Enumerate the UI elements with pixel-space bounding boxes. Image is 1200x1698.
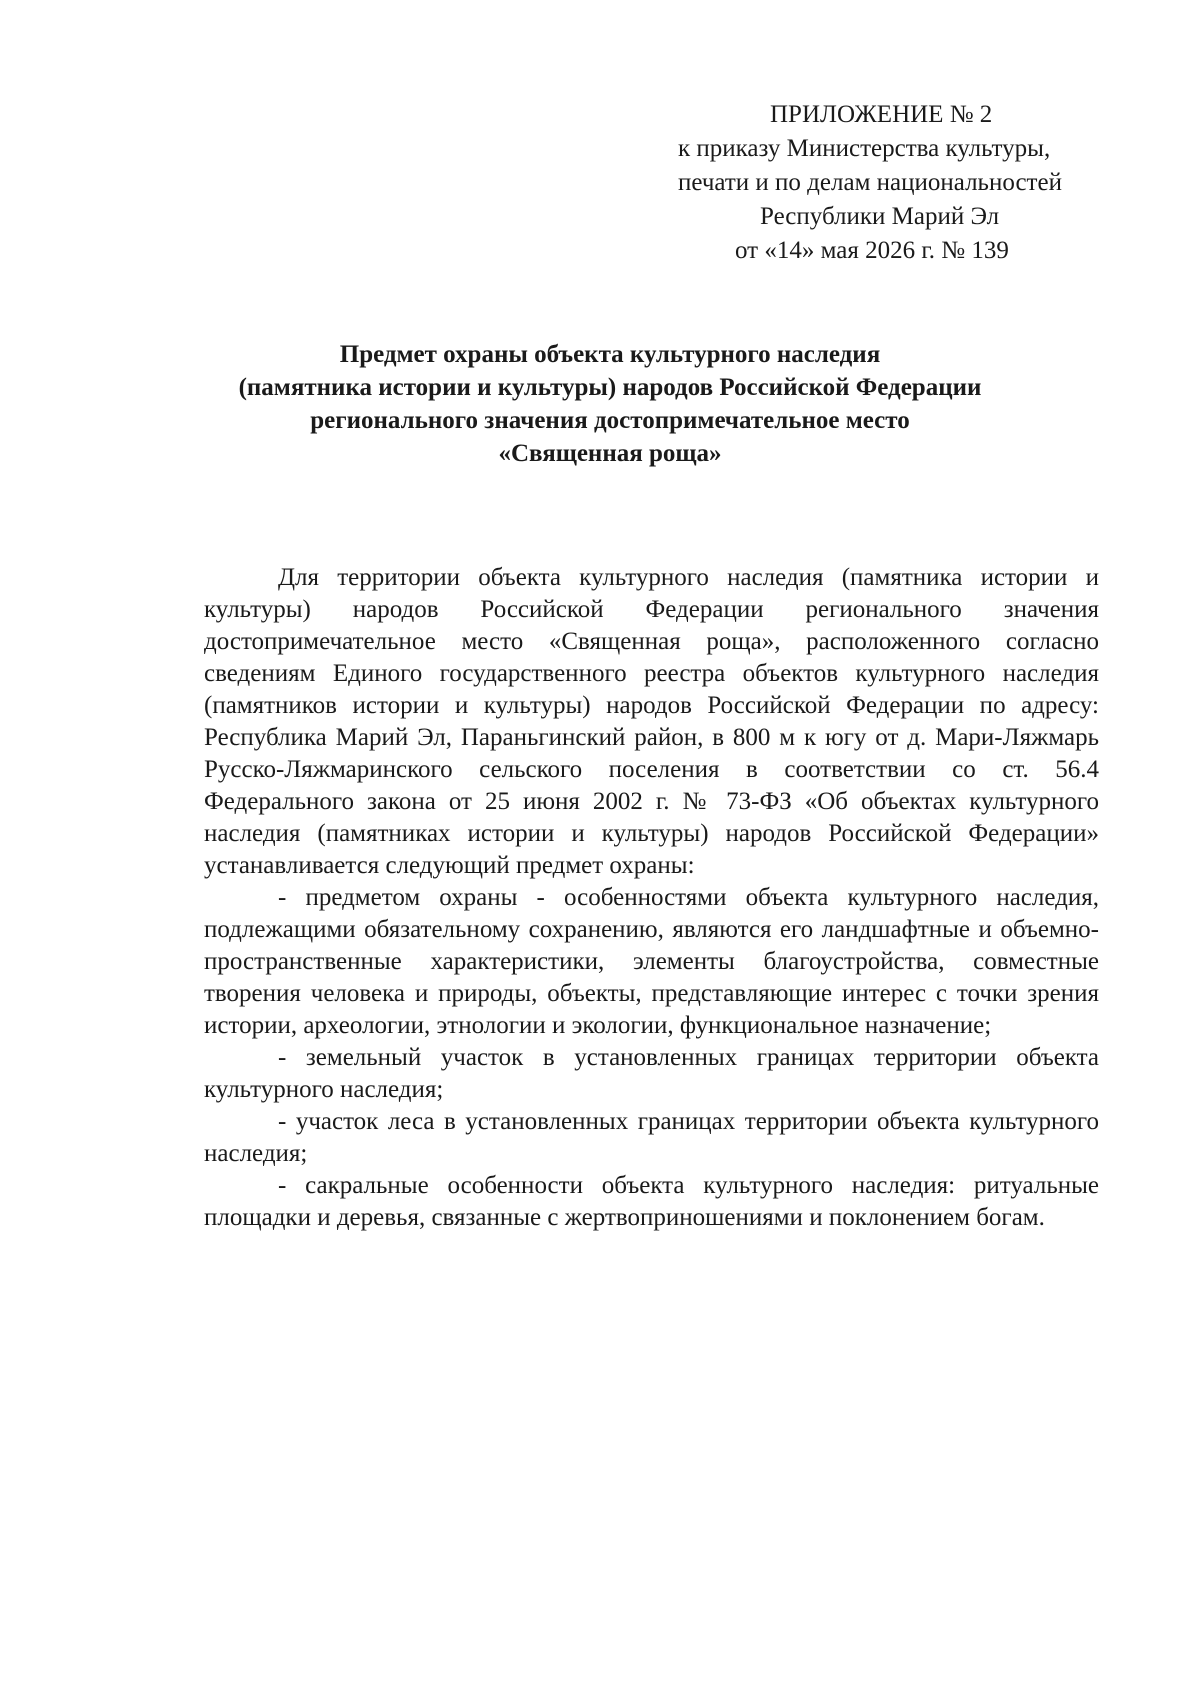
appendix-republic-line: Республики Марий Эл xyxy=(760,203,1000,230)
appendix-header xyxy=(640,98,1140,268)
list-item: - сакральные особенности объекта культурного наследия: ритуальные площадки и деревья, связанные с жертвоприношениями и поклонением богам. xyxy=(204,1172,1099,1231)
title-line: Предмет охраны объекта культурного наследия xyxy=(339,341,881,368)
list-item: - предметом охраны - особенностями объекта культурного наследия, подлежащими обязательному сохранению, являются его ландшафтные и объемно-пространственные характеристики, элементы благоустройства, совместные творения человека и природы, объекты, представляющие интерес с точки зрения истории, археологии, этнологии и экологии, функциональное назначение; xyxy=(204,884,1099,1039)
appendix-order-line: к приказу Министерства культуры, xyxy=(678,135,1051,162)
appendix-date-line: от «14» мая 2026 г. № 139 xyxy=(735,237,1009,264)
title-line: регионального значения достопримечательное место xyxy=(310,407,910,434)
list-item: - земельный участок в установленных границах территории объекта культурного наследия; xyxy=(204,1044,1099,1103)
intro-paragraph: Для территории объекта культурного наследия (памятника истории и культуры) народов Российской Федерации регионального значения достопримечательное место «Священная роща», расположенного согласно сведениям Единого государственного реестра объектов культурного наследия (памятников истории и культуры) народов Российской Федерации по адресу: Республика Марий Эл, Параньгинский район, в 800 м к югу от д. Мари-Ляжмарь Русско-Ляжмаринского сельского поселения в соответствии со ст. 56.4 Федерального закона от 25 июня 2002 г. № 73-ФЗ «Об объектах культурного наследия (памятниках истории и культуры) народов Российской Федерации» устанавливается следующий предмет охраны: xyxy=(204,564,1099,879)
appendix-ministry-line: печати и по делам национальностей xyxy=(678,169,1062,196)
list-item: - участок леса в установленных границах территории объекта культурного наследия; xyxy=(204,1108,1099,1167)
document-body xyxy=(204,562,1099,1234)
title-line: (памятника истории и культуры) народов Российской Федерации xyxy=(238,374,982,401)
appendix-number: ПРИЛОЖЕНИЕ № 2 xyxy=(770,101,993,128)
document-title xyxy=(160,338,1060,470)
title-line: «Священная роща» xyxy=(498,440,722,467)
